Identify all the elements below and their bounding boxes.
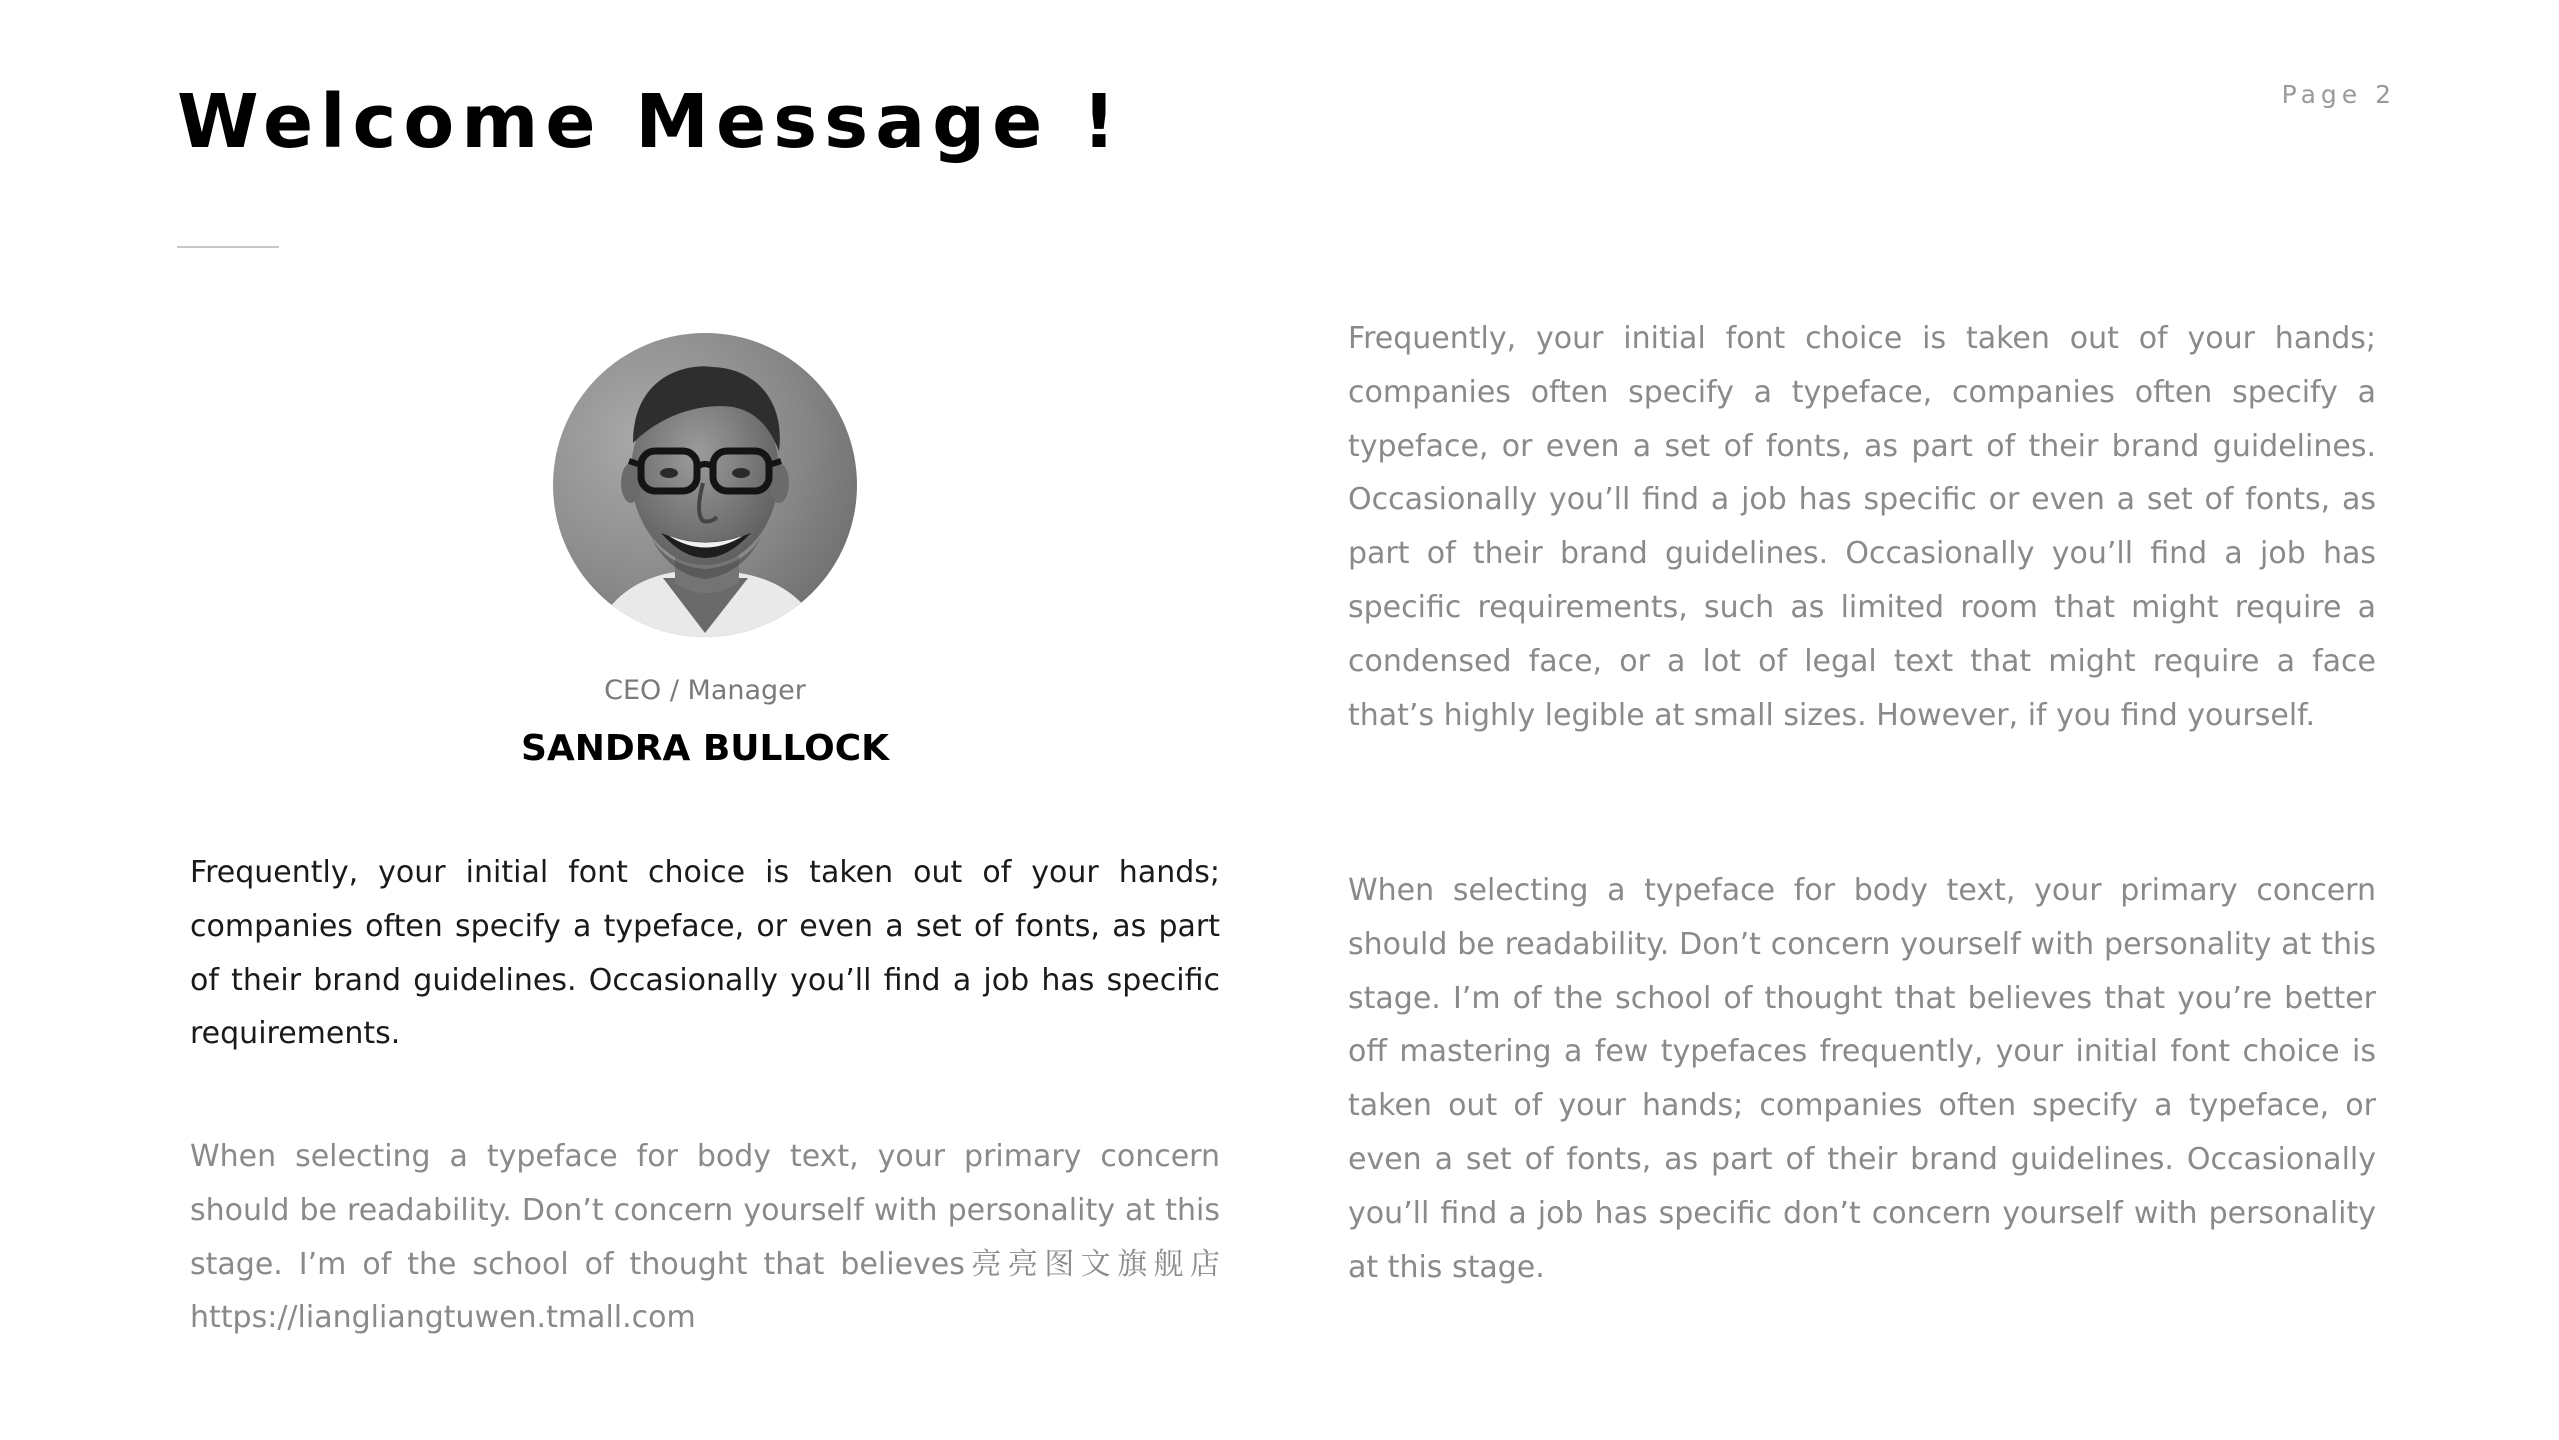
person-role: CEO / Manager (604, 675, 806, 706)
left-paragraph-1: Frequently, your initial font choice is taken out of your hands; companies often specify a typeface, or even a set of fonts, as part of their brand guidelines. Occasionally you’ll find a job has specific requirements. (190, 855, 1220, 1052)
left-paragraph-2: When selecting a typeface for body text, your primary concern should be readability. Don’t concern yourself with personality at this stage. I’m of the school of thought that believes亮亮图文旗舰店https://liangliangtuwen.tmall.com (190, 1139, 1220, 1336)
right-paragraph-2: When selecting a typeface for body text, your primary concern should be readability. Don’t concern yourself with personality at this stage. I’m of the school of thought that believes that you’re better off mastering a few typefaces frequently, your initial font choice is taken out of your hands; companies often specify a typeface, or even a set of fonts, as part of their brand guidelines. Occasionally you’ll find a job has specific don’t concern yourself with personality at this stage. (1348, 873, 2376, 1285)
page-number: Page 2 (2281, 80, 2396, 109)
person-name: SANDRA BULLOCK (520, 728, 890, 769)
title-divider (177, 246, 279, 248)
portrait-photo-icon (553, 333, 857, 637)
right-paragraph-1: Frequently, your initial font choice is taken out of your hands; companies often specify a typeface, companies often specify a typeface, or even a set of fonts, as part of their brand guidelines. Occasionally you’ll find a job has specific or even a set of fonts, as part of their brand guidelines. Occasionally you’ll find a job has specific requirements, such as limited room that might require a condensed face, or a lot of legal text that might require a face that’s highly legible at small sizes. However, if you find yourself. (1348, 321, 2376, 733)
slide-title: Welcome Message ! (177, 79, 1123, 165)
avatar (553, 333, 857, 637)
